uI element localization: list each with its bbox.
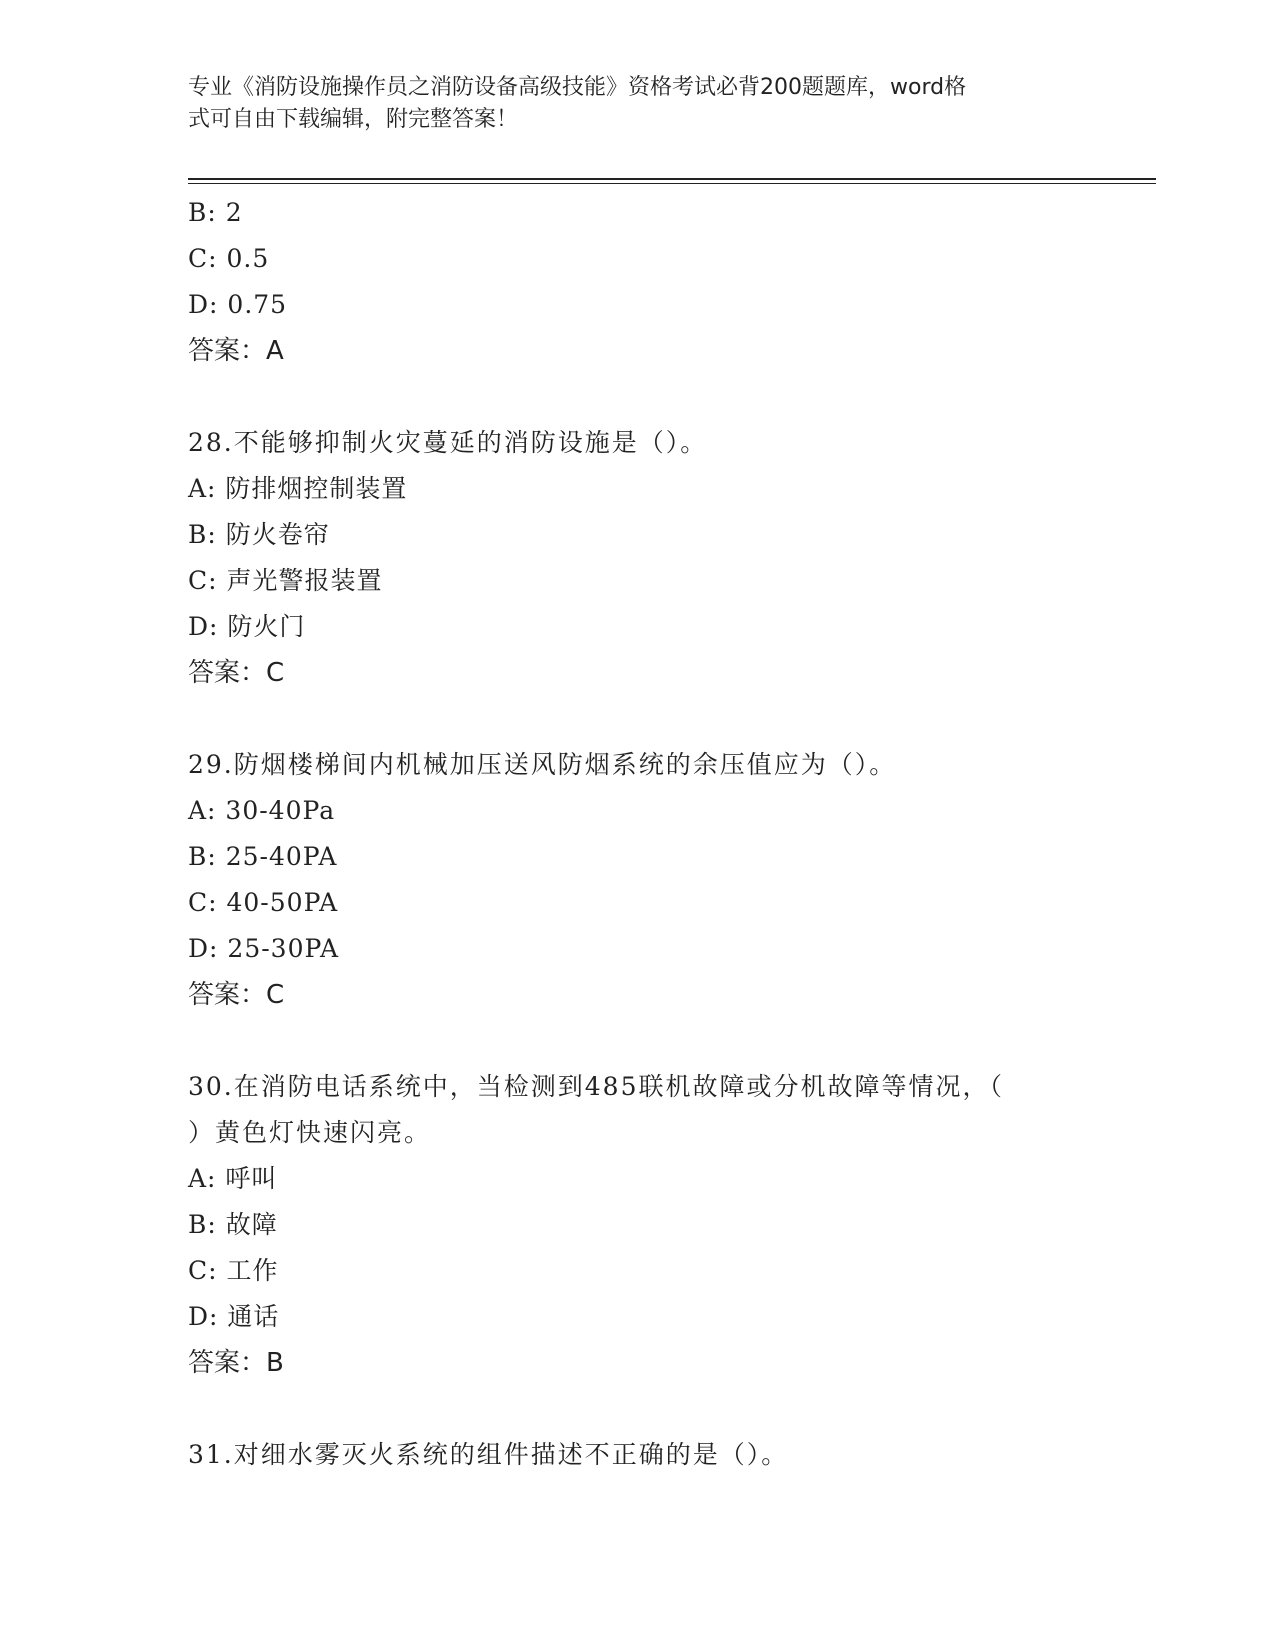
question-29: [188, 742, 1088, 1018]
question-text: 29.防烟楼梯间内机械加压送风防烟系统的余压值应为（）。: [188, 750, 897, 779]
answer: 答案：C: [188, 980, 285, 1010]
answer: 答案：C: [188, 658, 285, 688]
option-d: D: 防火门: [188, 612, 306, 641]
option-b: B: 防火卷帘: [188, 520, 330, 549]
document-header: [188, 72, 1068, 136]
option-c: C: 工作: [188, 1256, 279, 1285]
question-27-tail: [188, 190, 1088, 374]
option-c: C: 40-50PA: [188, 888, 339, 917]
option-d: D: 通话: [188, 1302, 280, 1331]
question-31: [188, 1432, 1088, 1478]
option-a: A: 防排烟控制装置: [188, 474, 408, 503]
question-text-line-2: ）黄色灯快速闪亮。: [188, 1118, 432, 1147]
header-divider-thin: [188, 183, 1156, 184]
question-30: [188, 1064, 1088, 1386]
answer: 答案：B: [188, 1348, 284, 1378]
option-c: C: 声光警报装置: [188, 566, 383, 595]
question-text: 28.不能够抑制火灾蔓延的消防设施是（）。: [188, 428, 708, 457]
option-a: A: 30-40Pa: [188, 796, 336, 825]
question-text-line-1: 30.在消防电话系统中，当检测到485联机故障或分机故障等情况，（: [188, 1072, 1004, 1101]
option-b: B: 25-40PA: [188, 842, 338, 871]
option-b: B: 故障: [188, 1210, 278, 1239]
document-body: [188, 190, 1088, 1478]
question-text: 31.对细水雾灭火系统的组件描述不正确的是（）。: [188, 1440, 789, 1469]
option-d: D: 0.75: [188, 290, 288, 319]
question-28: [188, 420, 1088, 696]
header-line-1: 专业《消防设施操作员之消防设备高级技能》资格考试必背200题题库，word格: [188, 75, 967, 100]
option-d: D: 25-30PA: [188, 934, 340, 963]
option-b: B: 2: [188, 198, 243, 227]
option-c: C: 0.5: [188, 244, 270, 273]
header-line-2: 式可自由下载编辑，附完整答案！: [188, 107, 519, 132]
header-divider-thick: [188, 178, 1156, 180]
option-a: A: 呼叫: [188, 1164, 278, 1193]
answer: 答案：A: [188, 336, 284, 366]
